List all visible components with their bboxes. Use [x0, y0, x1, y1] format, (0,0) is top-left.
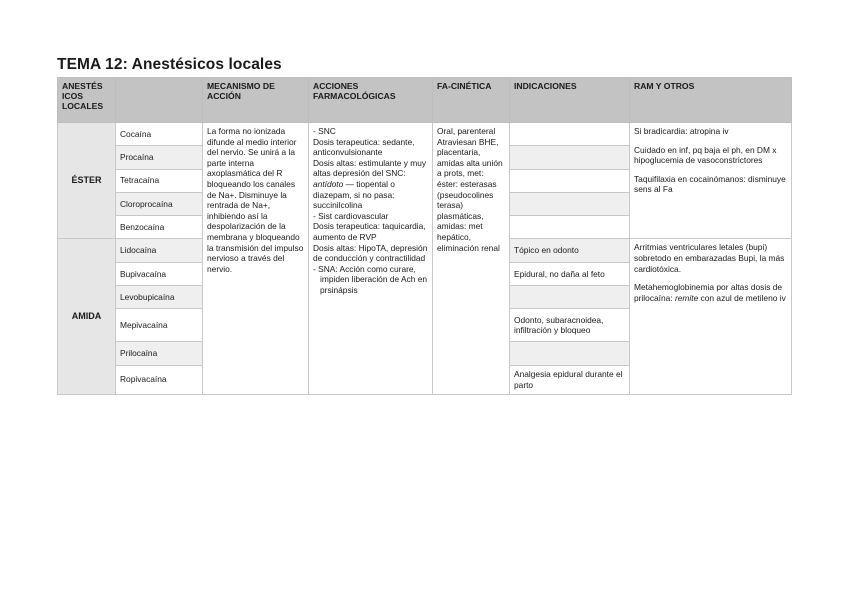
drug-cocaina: Cocaína [116, 123, 203, 146]
actions-cv-title: - Sist cardiovascular [313, 210, 389, 221]
ram-ester-2: Cuidado en inf, pq baja el ph, en DM x hipoglucemia de vasoconstrictores [634, 144, 777, 166]
drug-tetracaina: Tetracaína [116, 169, 203, 192]
drug-cloroprocaina: Cloroprocaína [116, 192, 203, 215]
drug-levobupicaina: Levobupicaína [116, 286, 203, 309]
ram-ester-3: Taquifilaxia en cocainómanos: disminuye sens al Fa [634, 173, 786, 195]
actions-snc-high: Dosis altas: estimulante y muy altas depresión del SNC: antídoto — tiopental o diazepam, si no pasa: succinilcolina [313, 157, 427, 211]
page-title: TEMA 12: Anestésicos locales [57, 56, 282, 73]
actions-snc-therapeutic: Dosis terapeutica: sedante, anticonvulsionante [313, 136, 415, 158]
indication-cloroprocaina [510, 192, 630, 215]
drug-prilocaina: Prilocaína [116, 342, 203, 365]
indication-procaina [510, 146, 630, 169]
header-anestesicos: ANESTÉS ICOS LOCALES [58, 78, 116, 123]
drug-procaina: Procaína [116, 146, 203, 169]
indication-mepivacaina: Odonto, subaracnoidea, infiltración y bloqueo [510, 309, 630, 342]
header-blank [116, 78, 203, 123]
drug-bupivacaina: Bupivacaína [116, 262, 203, 285]
header-indicaciones: INDICACIONES [510, 78, 630, 123]
indication-benzocaina [510, 216, 630, 239]
ram-ester-cell [630, 123, 792, 239]
header-acciones: ACCIONES FARMACOLÓGICAS [309, 78, 433, 123]
mechanism-cell [203, 123, 309, 395]
ram-amida-cell [630, 239, 792, 394]
indication-bupivacaina: Epidural, no daña al feto [510, 262, 630, 285]
header-mecanismo: MECANISMO DE ACCIÓN [203, 78, 309, 123]
family-amida: AMIDA [58, 239, 116, 394]
indication-lidocaina: Tópico en odonto [510, 239, 630, 262]
header-facinetica: FA-CINÉTICA [433, 78, 510, 123]
drug-benzocaina: Benzocaína [116, 216, 203, 239]
indication-levobupicaina [510, 286, 630, 309]
indication-cocaina [510, 123, 630, 146]
ram-amida-1: Arritmias ventriculares letales (bupi) sobretodo en embarazadas Bupi, la más cardiotóxica. [634, 242, 785, 274]
actions-snc-title: - SNC [313, 126, 336, 136]
indication-ropivacaina: Analgesia epidural durante el parto [510, 365, 630, 394]
kinetics-text: Oral, parenteral Atraviesan BHE, placentaria, amidas alta unión a prots, met: éster: esterasas (pseudocolines terasa) plasmáticas, amidas: met hepático, eliminación renal [437, 126, 503, 253]
ram-ester-1: Si bradicardia: atropina iv [634, 126, 729, 136]
mechanism-text: La forma no ionizada difunde al medio interior del nervio. Se unirá a la parte interna axoplasmática del R bloqueando los canales de Na+. Disminuye la rentrada de Na+, inhibiendo así la despolarización de la membrana y bloqueando la transmisión del impulso nervioso a través del nervio. [207, 126, 304, 274]
drug-ropivacaina: Ropivacaína [116, 365, 203, 394]
actions-cell [309, 123, 433, 395]
ram-amida-2: Metahemoglobinemia por altas dosis de prilocaína: remite con azul de metileno iv [634, 282, 786, 303]
actions-cv-high: Dosis altas: HipoTA, depresión de conducción y contractilidad [313, 242, 428, 264]
header-row [58, 78, 792, 123]
kinetics-cell [433, 123, 510, 395]
drug-mepivacaina: Mepivacaína [116, 309, 203, 342]
header-ram: RAM Y OTROS [630, 78, 792, 123]
drug-lidocaina: Lidocaína [116, 239, 203, 262]
indication-tetracaina [510, 169, 630, 192]
family-ester: ÉSTER [58, 123, 116, 239]
indication-prilocaina [510, 342, 630, 365]
anesthetics-table [57, 77, 792, 395]
actions-cv-therapeutic: Dosis terapeutica: taquicardia, aumento de RVP [313, 221, 426, 242]
actions-sna: - SNA: Acción como curare, impiden liberación de Ach en prsinápsis [313, 263, 428, 295]
table-row [58, 123, 792, 146]
